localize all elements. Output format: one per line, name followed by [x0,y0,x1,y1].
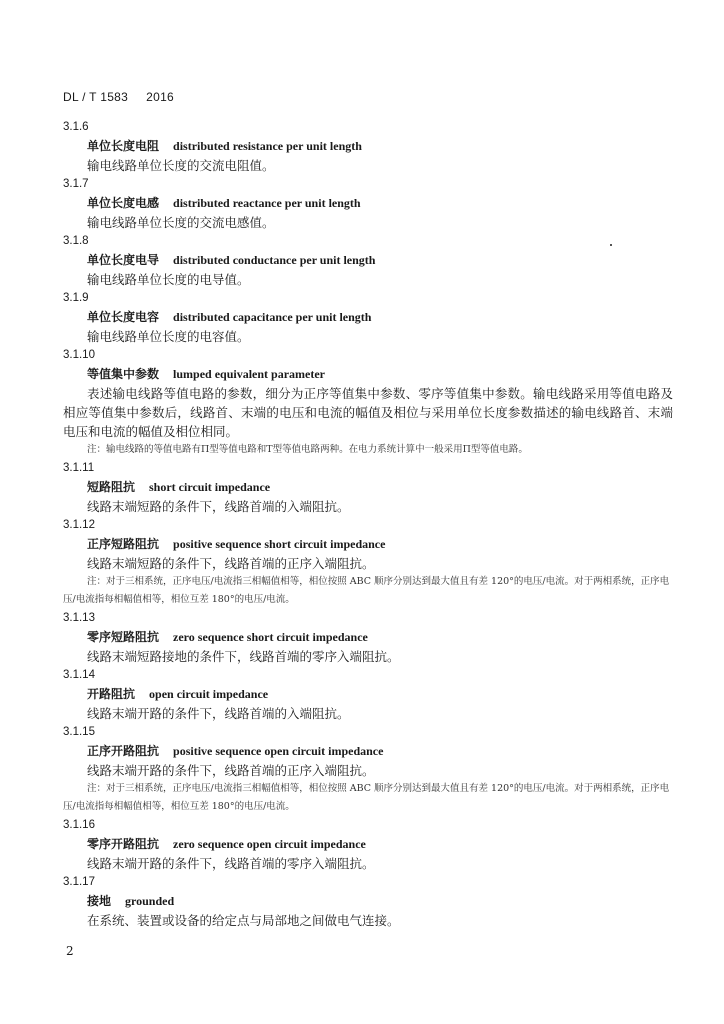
term-definition: 线路末端开路的条件下，线路首端的入端阻抗。 [87,706,350,721]
term-cn: 单位长度电感 [87,196,160,210]
term-cn: 单位长度电导 [87,253,160,267]
term-heading [63,478,673,497]
term-note: 注：对于三相系统，正序电压/电流指三相幅值相等，相位按照 ABC 顺序分别达到最大值且有差 120°的电压/电流。对于两相系统，正序电压/电流指每相幅值相等，相位互差 180°的电压/电流。 [63,783,670,812]
term-cn: 单位长度电阻 [87,139,160,153]
clause-number: 3.1.7 [63,178,89,190]
term-en: open circuit impedance [149,687,269,701]
term-entry-3-1-7 [63,175,673,232]
term-en: zero sequence open circuit impedance [173,837,366,851]
clause-number: 3.1.10 [63,349,95,361]
term-en: distributed reactance per unit length [173,196,361,210]
term-entry-3-1-10 [63,346,673,459]
term-entry-3-1-14 [63,666,673,723]
term-cn: 开路阻抗 [87,687,136,701]
term-en: positive sequence open circuit impedance [173,744,384,758]
clause-number: 3.1.17 [63,876,95,888]
term-en: lumped equivalent parameter [173,367,326,381]
term-definition: 线路末端开路的条件下，线路首端的零序入端阻抗。 [87,856,375,871]
term-entry-3-1-15 [63,723,673,816]
term-entry-3-1-17 [63,873,673,930]
term-cn: 零序开路阻抗 [87,837,160,851]
standard-year: 2016 [146,90,175,104]
term-definition: 线路末端短路的条件下，线路首端的入端阻抗。 [87,499,350,514]
clause-number: 3.1.11 [63,462,95,474]
term-heading [63,535,673,554]
term-definition: 输电线路单位长度的交流电阻值。 [87,158,275,173]
term-heading [63,308,673,327]
clause-number: 3.1.13 [63,612,95,624]
term-heading [63,137,673,156]
clause-number: 3.1.12 [63,519,95,531]
term-cn: 零序短路阻抗 [87,630,160,644]
term-en: distributed conductance per unit length [173,253,376,267]
clause-number: 3.1.9 [63,292,89,304]
term-definition: 线路末端短路的条件下，线路首端的正序入端阻抗。 [87,556,375,571]
clause-number: 3.1.6 [63,121,89,133]
term-list [63,118,673,930]
term-en: distributed capacitance per unit length [173,310,372,324]
term-heading [63,685,673,704]
term-heading [63,628,673,647]
term-en: zero sequence short circuit impedance [173,630,368,644]
term-cn: 短路阻抗 [87,480,136,494]
term-en: short circuit impedance [149,480,271,494]
term-cn: 接地 [87,894,112,908]
page-number: 2 [66,944,74,958]
term-heading [63,194,673,213]
term-cn: 等值集中参数 [87,367,160,381]
term-definition: 输电线路单位长度的电导值。 [87,272,250,287]
term-definition: 在系统、装置或设备的给定点与局部地之间做电气连接。 [87,913,400,928]
term-heading [63,365,673,384]
term-definition: 输电线路单位长度的电容值。 [87,329,250,344]
clause-number: 3.1.14 [63,669,95,681]
term-note: 注：对于三相系统，正序电压/电流指三相幅值相等，相位按照 ABC 顺序分别达到最大值且有差 120°的电压/电流。对于两相系统，正序电压/电流指每相幅值相等，相位互差 180°的电压/电流。 [63,576,670,605]
standard-code: DL / T 1583 [63,90,129,104]
term-definition: 线路末端短路接地的条件下，线路首端的零序入端阻抗。 [87,649,400,664]
term-note: 注：输电线路的等值电路有Π型等值电路和T型等值电路两种。在电力系统计算中一般采用Π型等值电路。 [87,444,528,455]
term-entry-3-1-13 [63,609,673,666]
term-entry-3-1-16 [63,816,673,873]
document-header [63,90,174,104]
term-definition: 表述输电线路等值电路的参数，细分为正序等值集中参数、零序等值集中参数。输电线路采用等值电路及相应等值集中参数后，线路首、末端的电压和电流的幅值及相位与采用单位长度参数描述的输电线路首、末端电压和电流的幅值及相位相同。 [63,386,673,439]
term-en: positive sequence short circuit impedance [173,537,386,551]
term-definition: 输电线路单位长度的交流电感值。 [87,215,275,230]
term-definition: 线路末端开路的条件下，线路首端的正序入端阻抗。 [87,763,375,778]
term-entry-3-1-11 [63,459,673,516]
term-heading [63,742,673,761]
term-entry-3-1-6 [63,118,673,175]
clause-number: 3.1.15 [63,726,95,738]
term-heading [63,251,673,270]
term-en: grounded [125,894,175,908]
clause-number: 3.1.16 [63,819,95,831]
term-en: distributed resistance per unit length [173,139,362,153]
term-cn: 正序短路阻抗 [87,537,160,551]
term-entry-3-1-9 [63,289,673,346]
term-entry-3-1-12 [63,516,673,609]
clause-number: 3.1.8 [63,235,89,247]
term-cn: 单位长度电容 [87,310,160,324]
term-cn: 正序开路阻抗 [87,744,160,758]
term-entry-3-1-8 [63,232,673,289]
term-heading [63,892,673,911]
term-heading [63,835,673,854]
